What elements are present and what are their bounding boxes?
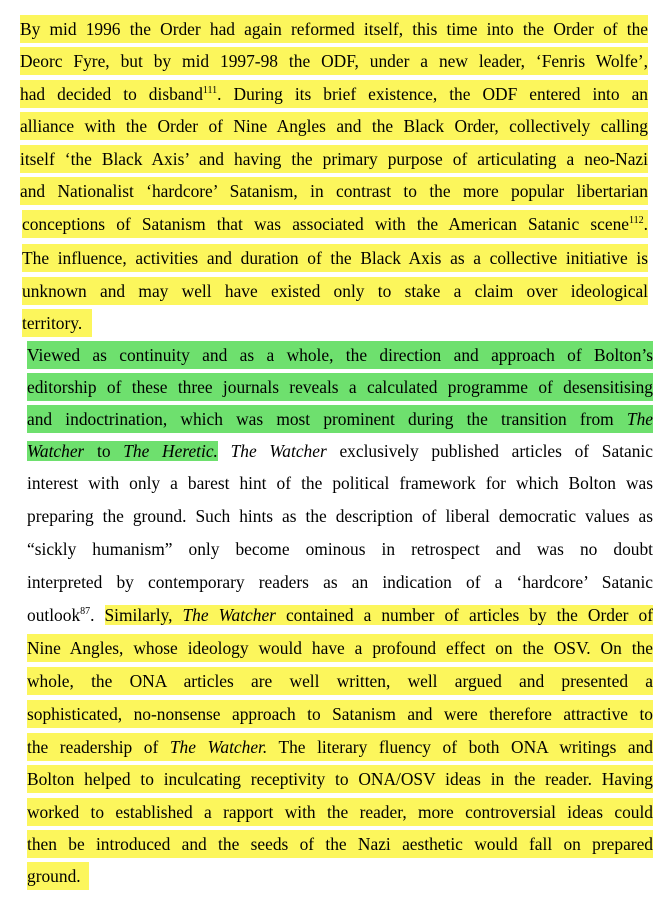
text-run: to — [84, 441, 124, 461]
text-run: Nine Angles, whose ideology would have a profound effect on the OSV. On the — [27, 638, 653, 658]
text-run: had decided to disband — [20, 84, 203, 104]
footnote-ref: 111 — [202, 85, 218, 96]
text-run: By mid 1996 the Order had again reformed itself, this time into the Order of the — [20, 19, 648, 39]
text-line — [27, 405, 653, 433]
text-run: . — [643, 214, 648, 234]
text-run: Bolton helped to inculcating receptivity to ONA/OSV ideas in the reader. Having — [27, 769, 653, 789]
text-run: preparing the ground. Such hints as the description of liberal democratic values as — [27, 506, 653, 526]
italic-title: The Watcher. — [169, 737, 268, 757]
text-line — [22, 277, 648, 305]
text-line — [27, 535, 653, 563]
text-run: “sickly humanism” only become ominous in retrospect and was no doubt — [27, 539, 653, 559]
text-line — [20, 112, 648, 140]
italic-title: The Watcher — [182, 605, 276, 625]
text-run: and Nationalist ‘hardcore’ Satanism, in contrast to the more popular libertarian — [20, 181, 648, 201]
text-line — [20, 177, 648, 205]
text-run: and indoctrination, which was most prominent during the transition from — [27, 409, 627, 429]
text-run: exclusively published articles of Satanic — [326, 441, 653, 461]
text-line — [27, 469, 653, 497]
footnote-ref: 112 — [629, 215, 644, 226]
text-run: The influence, activities and duration of the Black Axis as a collective initiative is — [22, 248, 648, 268]
text-run — [218, 441, 231, 461]
text-run: conceptions of Satanism that was associated with the American Satanic scene — [22, 214, 629, 234]
italic-title: The Watcher — [230, 441, 327, 461]
text-line — [27, 634, 653, 662]
text-run: sophisticated, no-nonsense approach to Satanism and were therefore attractive to — [27, 704, 653, 724]
text-run: . During its brief existence, the ODF entered into an — [217, 84, 648, 104]
text-line — [27, 502, 653, 530]
text-run: Deorc Fyre, but by mid 1997-98 the ODF, under a new leader, ‘Fenris Wolfe’, — [20, 51, 648, 71]
text-line — [20, 145, 648, 173]
text-run: alliance with the Order of Nine Angles and the Black Order, collectively calling — [20, 116, 648, 136]
text-run: territory. — [22, 313, 83, 333]
text-line — [22, 309, 92, 337]
text-line — [27, 373, 653, 401]
text-run: then be introduced and the seeds of the Nazi aesthetic would fall on prepared — [27, 834, 653, 854]
text-line — [27, 765, 653, 793]
text-run: unknown and may well have existed only to stake a claim over ideological — [22, 281, 648, 301]
text-run: The literary fluency of both ONA writings and — [267, 737, 653, 757]
text-run: Viewed as continuity and as a whole, the direction and approach of Bolton’s — [27, 345, 653, 365]
text-run: . — [90, 605, 105, 625]
text-run: editorship of these three journals reveals a calculated programme of desensitising — [27, 377, 653, 397]
italic-title: The Heretic. — [123, 441, 218, 461]
italic-title: The — [626, 409, 653, 429]
text-run: worked to established a rapport with the reader, more controversial ideas could — [27, 802, 653, 822]
footnote-ref: 87 — [80, 606, 91, 617]
text-line — [27, 830, 653, 858]
text-line — [27, 568, 653, 596]
text-line — [20, 47, 648, 75]
text-run: interest with only a barest hint of the political framework for which Bolton was — [27, 473, 653, 493]
text-line — [27, 341, 653, 369]
text-line — [20, 80, 648, 108]
text-run: interpreted by contemporary readers as an indication of a ‘hardcore’ Satanic — [27, 572, 653, 592]
text-line — [22, 244, 648, 272]
text-run: ground. — [27, 866, 81, 886]
text-run: outlook — [27, 605, 81, 625]
text-line — [27, 733, 653, 761]
text-run: the readership of — [27, 737, 170, 757]
text-line — [27, 437, 653, 465]
text-line — [27, 601, 653, 629]
text-line — [27, 700, 653, 728]
text-line — [22, 210, 648, 238]
text-run: contained a number of articles by the Order of — [275, 605, 653, 625]
text-line — [27, 862, 89, 890]
text-run: whole, the ONA articles are well written, well argued and presented a — [27, 671, 653, 691]
text-run: itself ‘the Black Axis’ and having the primary purpose of articulating a neo-Nazi — [20, 149, 648, 169]
text-line — [27, 798, 653, 826]
text-line — [27, 667, 653, 695]
italic-title: Watcher — [27, 441, 85, 461]
text-run: Similarly, — [104, 605, 183, 625]
text-line — [20, 15, 648, 43]
